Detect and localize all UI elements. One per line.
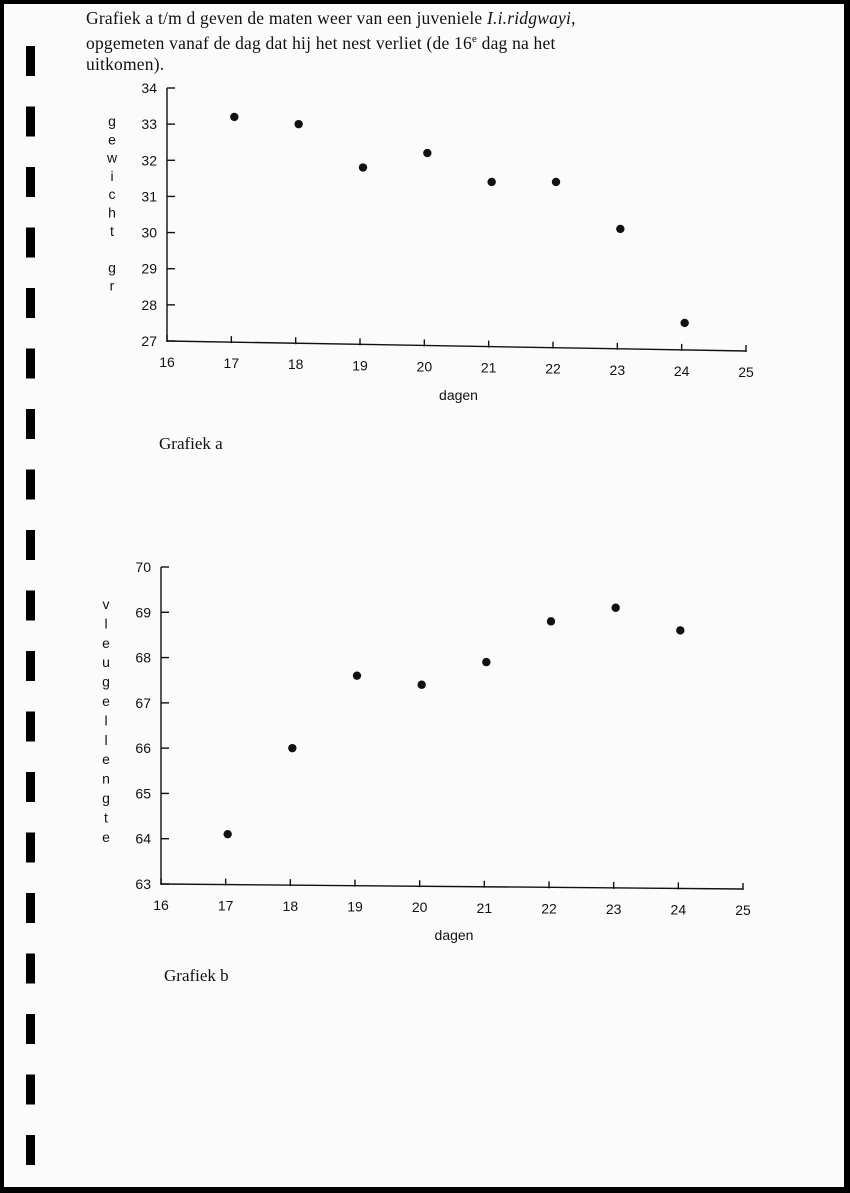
chart-b-data-point (223, 830, 231, 838)
chart-b-y-label-letter: l (104, 712, 108, 729)
chart-b-x-tick-label: 25 (735, 902, 751, 918)
chart-a-x-tick-label: 18 (287, 356, 304, 373)
chart-b-x-tick-label: 19 (347, 898, 363, 915)
chart-b-y-label (102, 596, 110, 845)
chart-b-data-point (547, 617, 555, 625)
intro-line-1: Grafiek a t/m d geven de maten weer van een juveniele I.i.ridgwayi, (86, 8, 576, 28)
chart-a-y-label-letter: t (110, 222, 114, 239)
chart-a-y-label-letter: r (109, 277, 115, 294)
chart-b-y-label-letter: v (102, 596, 110, 612)
chart-b-y-label-letter: t (104, 809, 108, 826)
chart-b-y-label-letter: g (102, 790, 110, 806)
chart-b-y-tick-label: 67 (135, 694, 151, 711)
chart-b-data-point (288, 744, 296, 752)
chart-b-y-tick-label: 66 (135, 740, 151, 757)
chart-a-x-label: dagen (439, 387, 478, 403)
chart-b-x-tick-label: 22 (541, 900, 557, 917)
chart-b-y-label-letter: l (104, 615, 108, 632)
chart-b-x-tick-label: 18 (282, 898, 299, 915)
chart-a-y-tick-label: 34 (141, 80, 157, 96)
chart-b-wing-length (4, 4, 844, 1004)
chart-a-y-label-letter: h (108, 204, 116, 221)
chart-b-data-point (611, 604, 619, 612)
binder-hole (26, 1075, 35, 1105)
caption-chart-b: Grafiek b (164, 966, 229, 985)
chart-b-x-label: dagen (434, 927, 474, 943)
chart-a-y-tick-label: 30 (141, 224, 157, 241)
chart-b-y-tick-label: 68 (135, 649, 151, 666)
chart-b-y-label-letter: l (104, 731, 108, 748)
chart-b-data-point (417, 681, 425, 689)
chart-a-y-label-letter: w (106, 149, 118, 166)
binder-hole (26, 1135, 35, 1165)
chart-a-x-tick-label: 23 (609, 361, 626, 378)
chart-b-y-label-letter: e (102, 751, 110, 768)
chart-a-y-tick-label: 31 (141, 188, 157, 205)
chart-b-y-label-letter: n (102, 770, 110, 787)
chart-a-x-tick-label: 16 (159, 354, 175, 370)
chart-a-x-tick-label: 17 (223, 355, 240, 372)
chart-a-x-tick-label: 22 (545, 360, 561, 377)
chart-b-x-axis (161, 884, 743, 889)
chart-b-x-tick-label: 21 (476, 899, 493, 916)
chart-b-y-label-letter: e (102, 828, 110, 845)
binder-hole (26, 1014, 35, 1044)
scanned-page (4, 4, 844, 1187)
chart-b-y-label-letter: e (102, 634, 110, 651)
chart-b-data-point (353, 671, 361, 679)
chart-b-y-tick-label: 63 (135, 876, 151, 892)
caption-chart-a: Grafiek a (159, 434, 223, 453)
chart-b-x-tick-label: 24 (670, 901, 687, 918)
chart-a-x-tick-label: 25 (738, 364, 754, 380)
chart-b-y-tick-label: 69 (135, 604, 151, 621)
chart-b-x-tick-label: 16 (153, 897, 169, 913)
chart-b-x-tick-label: 23 (605, 900, 622, 917)
chart-b-y-tick-label: 65 (135, 785, 151, 802)
chart-a-y-label-letter: i (110, 167, 114, 184)
chart-b-x-tick-label: 17 (217, 897, 234, 914)
chart-a-y-label-letter: g (108, 259, 116, 276)
chart-a-x-tick-label: 24 (673, 362, 690, 379)
chart-b-data-point (676, 626, 684, 634)
chart-a-y-tick-label: 29 (141, 260, 157, 277)
chart-a-y-label-letter: c (108, 186, 116, 203)
chart-b-data-point (482, 658, 490, 666)
chart-b-y-tick-label: 64 (135, 830, 151, 847)
chart-b-y-label-letter: g (102, 673, 110, 690)
chart-a-y-tick-label: 33 (141, 116, 157, 133)
chart-b-y-label-letter: u (102, 654, 110, 671)
chart-a-y-label-letter: g (108, 113, 116, 129)
intro-line-2: opgemeten vanaf de dag dat hij het nest verliet (de 16e dag na het (86, 32, 556, 53)
chart-a-x-tick-label: 20 (416, 358, 433, 375)
chart-b-y-tick-label: 70 (135, 559, 151, 575)
chart-a-y-tick-label: 27 (141, 333, 157, 349)
chart-a-y-label-letter: e (108, 131, 116, 148)
chart-b-y-label-letter: e (102, 693, 110, 709)
chart-a-y-tick-label: 28 (141, 296, 157, 313)
intro-line-3: uitkomen). (86, 53, 165, 74)
chart-a-y-tick-label: 32 (141, 152, 157, 169)
chart-a-x-tick-label: 21 (480, 359, 497, 376)
chart-a-x-tick-label: 19 (352, 357, 368, 374)
chart-b-x-tick-label: 20 (411, 899, 428, 916)
